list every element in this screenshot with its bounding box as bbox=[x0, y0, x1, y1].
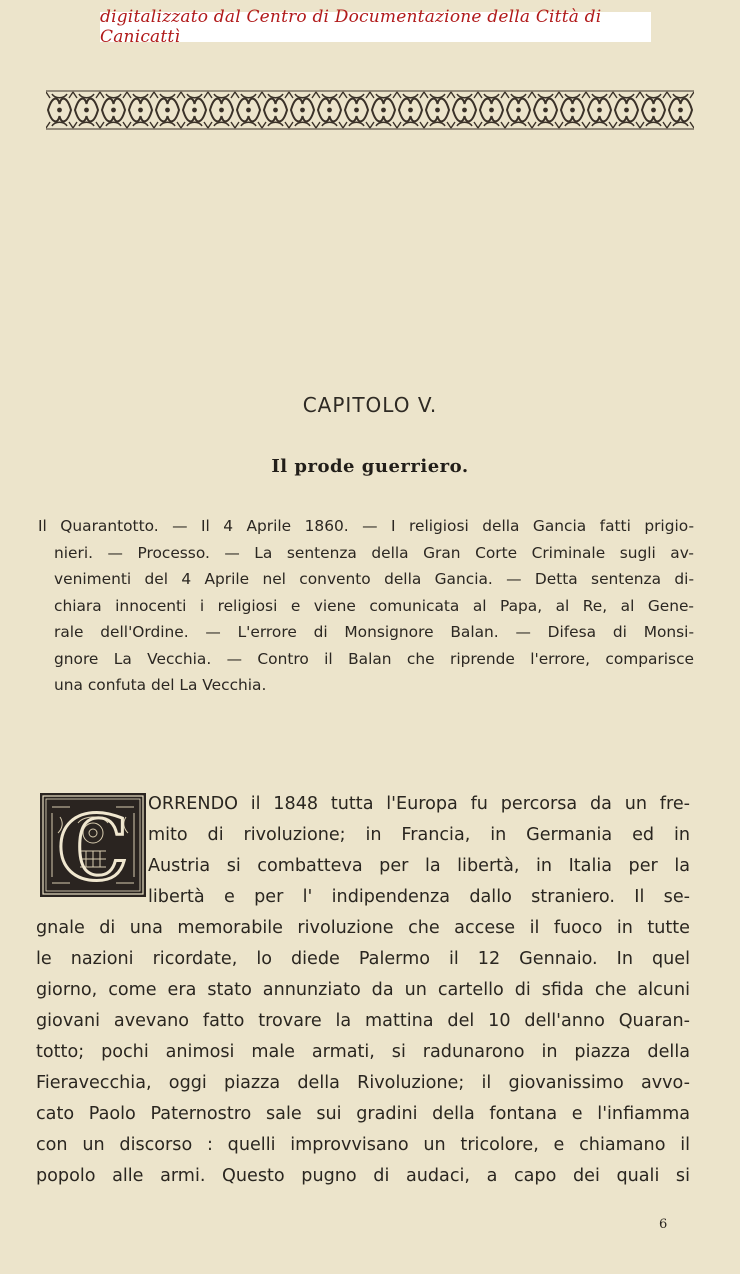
body-line: mito di rivoluzione; in Francia, in Germania ed in bbox=[148, 825, 690, 845]
body-paragraph bbox=[36, 789, 690, 1192]
chapter-title: Il prode guerriero. bbox=[271, 456, 469, 477]
body-line: Austria si combatteva per la libertà, in Italia per la bbox=[148, 856, 690, 876]
summary-line: venimenti del 4 Aprile nel convento della Gancia. — Detta sentenza di- bbox=[54, 570, 694, 588]
summary-line: una confuta del La Vecchia. bbox=[54, 676, 267, 694]
body-line: cato Paolo Paternostro sale sui gradini della fontana e l'infiamma bbox=[36, 1104, 690, 1124]
body-line: libertà e per l' indipendenza dallo straniero. Il se- bbox=[148, 887, 690, 907]
summary-line: gnore La Vecchia. — Contro il Balan che riprende l'errore, comparisce bbox=[54, 649, 694, 668]
body-line: giorno, come era stato annunziato da un cartello di sfida che alcuni bbox=[36, 980, 690, 1000]
summary-line: chiara innocenti i religiosi e viene comunicata al Papa, al Re, al Gene- bbox=[54, 596, 694, 615]
body-line: con un discorso : quelli improvvisano un tricolore, e chiamano il bbox=[36, 1135, 690, 1155]
chapter-heading: CAPITOLO V. bbox=[302, 393, 438, 417]
digitization-banner: digitalizzato dal Centro di Documentazione della Città di Canicattì bbox=[100, 12, 651, 42]
body-line: ORRENDO il 1848 tutta l'Europa fu percorsa da un fre- bbox=[148, 794, 690, 814]
chapter-summary bbox=[38, 513, 694, 699]
summary-line: Il Quarantotto. — Il 4 Aprile 1860. — I religiosi della Gancia fatti prigio- bbox=[38, 517, 694, 535]
summary-line: nieri. — Processo. — La sentenza della Gran Corte Criminale sugli av- bbox=[54, 543, 694, 562]
page-number: 6 bbox=[659, 1217, 668, 1232]
body-line: gnale di una memorabile rivoluzione che accese il fuoco in tutte bbox=[36, 918, 690, 938]
decorative-header-ornament bbox=[46, 90, 694, 130]
body-line: Fieravecchia, oggi piazza della Rivoluzione; il giovanissimo avvo- bbox=[36, 1073, 690, 1093]
body-line: le nazioni ricordate, lo diede Palermo il 12 Gennaio. In quel bbox=[36, 949, 690, 969]
body-line: popolo alle armi. Questo pugno di audaci, a capo dei quali si bbox=[36, 1166, 690, 1186]
body-line: totto; pochi animosi male armati, si radunarono in piazza della bbox=[36, 1042, 690, 1062]
summary-line: rale dell'Ordine. — L'errore di Monsignore Balan. — Difesa di Monsi- bbox=[54, 623, 694, 641]
body-line: giovani avevano fatto trovare la mattina del 10 dell'anno Quaran- bbox=[36, 1011, 690, 1031]
drop-cap-letter: C bbox=[57, 795, 129, 897]
